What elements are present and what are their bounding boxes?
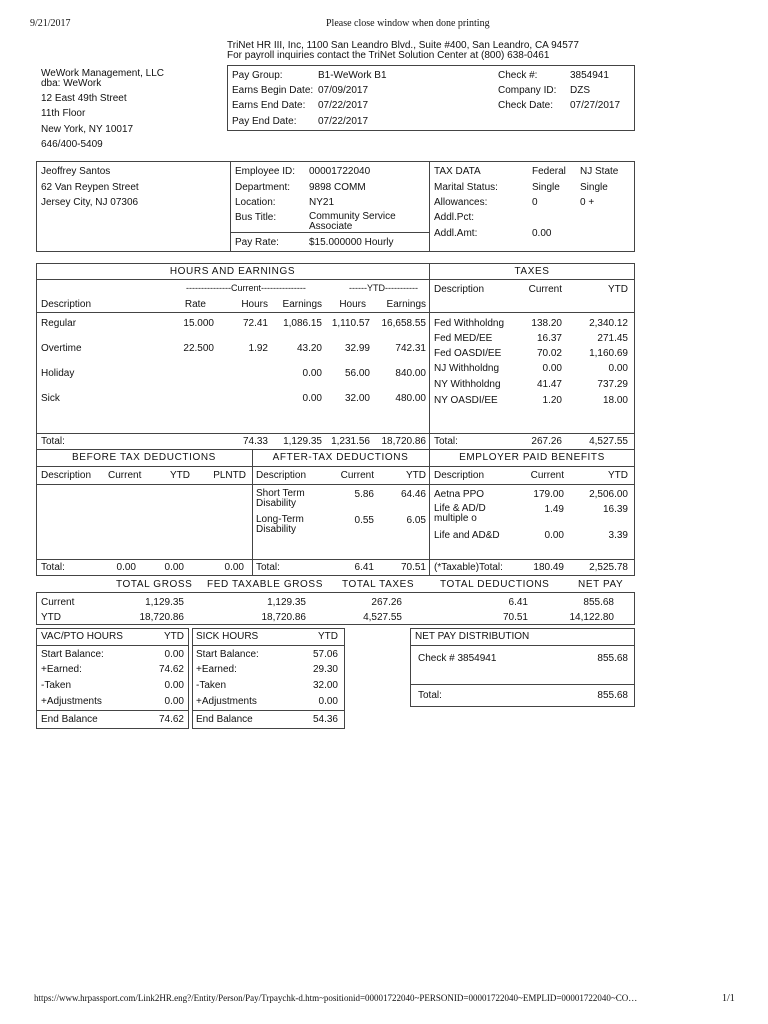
pay-group: B1-WeWork B1 <box>318 70 387 81</box>
after-tax-ytd: 6.05 <box>406 515 426 526</box>
earnings-hours: 72.41 <box>242 318 268 329</box>
earnings-ytd-header: ------YTD----------- <box>349 283 418 293</box>
employer-benefits-title: EMPLOYER PAID BENEFITS <box>459 452 605 463</box>
vacation-col-ytd: YTD <box>164 631 184 642</box>
payroll-contact: For payroll inquiries contact the TriNet Solution Center at (800) 638-0461 <box>227 50 550 61</box>
benefits-col-ytd: YTD <box>608 470 628 481</box>
taxes-col-current: Current <box>528 284 562 295</box>
employee-id: 00001722040 <box>309 166 371 177</box>
page-url[interactable]: https://www.hrpassport.com/Link2HR.eng?/Entity/Person/Pay/Trpaychk-d.htm~positionid=00001722040~PERSONID=00001722040~EMPLID=00001722040~CO… <box>34 993 638 1003</box>
earnings-amount: 1,086.15 <box>283 318 322 329</box>
earnings-amount: 0.00 <box>302 393 322 404</box>
check-date: 07/27/2017 <box>570 100 621 111</box>
tax-desc: Fed Withholdng <box>434 318 505 329</box>
summary-ytd-net: 14,122.80 <box>569 612 614 623</box>
earnings-col-earnings: Earnings <box>282 299 322 310</box>
marital-fed: Single <box>532 182 560 193</box>
sick-row-value: 32.00 <box>312 680 338 691</box>
employee-address2: Jersey City, NJ 07306 <box>41 197 139 208</box>
employer-address2: 11th Floor <box>41 108 86 119</box>
benefits-total-label: (*Taxable)Total: <box>434 562 503 573</box>
location: NY21 <box>309 197 335 208</box>
pay-rate: $15.000000 Hourly <box>309 237 394 248</box>
summary-ytd-fed-taxable: 18,720.86 <box>261 612 306 623</box>
taxes-total-ytd: 4,527.55 <box>589 436 628 447</box>
after-tax-col-description: Description <box>256 470 307 481</box>
allowances-fed: 0 <box>532 197 538 208</box>
benefit-current: 1.49 <box>544 504 564 515</box>
sick-row-label: +Earned: <box>196 664 237 675</box>
vacation-row-label: +Adjustments <box>41 696 102 707</box>
benefits-col-description: Description <box>434 470 485 481</box>
summary-total-taxes-header: TOTAL TAXES <box>342 579 415 590</box>
employer-address1: 12 East 49th Street <box>41 93 127 104</box>
marital-status-label: Marital Status: <box>434 182 498 193</box>
before-tax-total-ytd: 0.00 <box>164 562 184 573</box>
after-tax-col-current: Current <box>340 470 374 481</box>
sick-row-value: 57.06 <box>312 649 338 660</box>
benefit-desc: Life & AD/D multiple o <box>434 503 486 524</box>
earnings-col-hours: Hours <box>241 299 268 310</box>
earnings-total-ytd-hours: 1,231.56 <box>331 436 370 447</box>
sick-row-label: Start Balance: <box>196 649 259 660</box>
earnings-total-ytd-amount: 18,720.86 <box>381 436 426 447</box>
summary-current-gross: 1,129.35 <box>145 597 184 608</box>
bus-title: Community Service Associate <box>309 211 396 232</box>
before-tax-col-current: Current <box>108 470 142 481</box>
tax-current: 138.20 <box>531 318 562 329</box>
print-notice: Please close window when done printing <box>326 18 490 29</box>
addl-amt-label: Addl.Amt: <box>434 228 478 239</box>
addl-amt-fed: 0.00 <box>532 228 552 239</box>
earns-end-label: Earns End Date: <box>232 100 306 111</box>
earnings-ytd-amount: 480.00 <box>395 393 426 404</box>
department: 9898 COMM <box>309 182 366 193</box>
taxes-col-description: Description <box>434 284 485 295</box>
vacation-row-label: -Taken <box>41 680 72 691</box>
earnings-desc: Overtime <box>41 343 82 354</box>
vacation-end-value: 74.62 <box>158 714 184 725</box>
vacation-row-label: +Earned: <box>41 664 82 675</box>
net-pay-total-label: Total: <box>418 690 442 701</box>
tax-desc: NJ Withholdng <box>434 363 500 374</box>
pay-rate-label: Pay Rate: <box>235 237 279 248</box>
net-pay-check-label: Check # 3854941 <box>418 653 497 664</box>
print-date: 9/21/2017 <box>30 18 71 29</box>
earnings-ytd-amount: 16,658.55 <box>381 318 426 329</box>
benefit-ytd: 3.39 <box>608 530 628 541</box>
tax-desc: Fed OASDI/EE <box>434 348 502 359</box>
earnings-current-header: ---------------Current--------------- <box>186 283 306 293</box>
employee-name: Jeoffrey Santos <box>41 166 111 177</box>
summary-total-deductions-header: TOTAL DEDUCTIONS <box>440 579 550 590</box>
sick-row-label: -Taken <box>196 680 227 691</box>
pay-end-date: 07/22/2017 <box>318 116 369 127</box>
vacation-row-value: 0.00 <box>164 680 184 691</box>
before-tax-total-current: 0.00 <box>116 562 136 573</box>
after-tax-current: 5.86 <box>354 489 374 500</box>
after-tax-title: AFTER-TAX DEDUCTIONS <box>272 452 409 463</box>
location-label: Location: <box>235 197 276 208</box>
summary-total-gross-header: TOTAL GROSS <box>116 579 193 590</box>
tax-desc: Fed MED/EE <box>434 333 493 344</box>
tax-ytd: 2,340.12 <box>589 318 628 329</box>
addl-pct-label: Addl.Pct: <box>434 212 475 223</box>
earnings-col-description: Description <box>41 299 92 310</box>
tax-current: 1.20 <box>542 395 562 406</box>
tax-current: 70.02 <box>536 348 562 359</box>
after-tax-col-ytd: YTD <box>406 470 426 481</box>
before-tax-total-label: Total: <box>41 562 65 573</box>
net-pay-check-amount: 855.68 <box>597 653 628 664</box>
tax-data-title: TAX DATA <box>434 166 481 177</box>
before-tax-col-ytd: YTD <box>170 470 190 481</box>
earnings-desc: Holiday <box>41 368 75 379</box>
check-number: 3854941 <box>570 70 609 81</box>
earnings-total-amount: 1,129.35 <box>283 436 322 447</box>
earnings-desc: Sick <box>41 393 60 404</box>
earnings-ytd-hours: 1,110.57 <box>331 318 370 329</box>
trinet-address: TriNet HR III, Inc, 1100 San Leandro Blvd., Suite #400, San Leandro, CA 94577 <box>227 40 579 51</box>
earnings-total-label: Total: <box>41 436 65 447</box>
summary-ytd-gross: 18,720.86 <box>139 612 184 623</box>
earnings-col-rate: Rate <box>184 299 206 310</box>
tax-desc: NY Withholdng <box>434 379 501 390</box>
tax-ytd: 737.29 <box>597 379 628 390</box>
before-tax-total-plntd: 0.00 <box>224 562 244 573</box>
after-tax-desc: Long-Term Disability <box>256 514 304 535</box>
tax-data-federal: Federal <box>532 166 566 177</box>
benefits-total-ytd: 2,525.78 <box>589 562 628 573</box>
hours-earnings-title: HOURS AND EARNINGS <box>169 266 296 277</box>
sick-end-label: End Balance <box>196 714 253 725</box>
employer-phone: 646/400-5409 <box>41 139 103 150</box>
tax-ytd: 18.00 <box>602 395 628 406</box>
summary-ytd-deductions: 70.51 <box>502 612 528 623</box>
after-tax-total-ytd: 70.51 <box>400 562 426 573</box>
sick-title: SICK HOURS <box>196 631 259 642</box>
benefit-desc: Life and AD&D <box>434 530 500 541</box>
vacation-end-label: End Balance <box>41 714 98 725</box>
summary-current-taxes: 267.26 <box>371 597 402 608</box>
marital-state: Single <box>580 182 608 193</box>
sick-col-ytd: YTD <box>318 631 338 642</box>
net-pay-distribution-title: NET PAY DISTRIBUTION <box>415 631 530 642</box>
pay-end-label: Pay End Date: <box>232 116 297 127</box>
summary-current-net: 855.68 <box>583 597 614 608</box>
earnings-desc: Regular <box>41 318 77 329</box>
taxes-col-ytd: YTD <box>608 284 628 295</box>
allowances-state: 0 + <box>580 197 595 208</box>
earnings-amount: 0.00 <box>302 368 322 379</box>
net-pay-total-amount: 855.68 <box>597 690 628 701</box>
vacation-title: VAC/PTO HOURS <box>41 631 123 642</box>
before-tax-title: BEFORE TAX DEDUCTIONS <box>72 452 216 463</box>
earnings-rate: 22.500 <box>183 343 214 354</box>
earnings-rate: 15.000 <box>183 318 214 329</box>
summary-ytd-taxes: 4,527.55 <box>363 612 402 623</box>
earnings-ytd-amount: 840.00 <box>395 368 426 379</box>
allowances-label: Allowances: <box>434 197 488 208</box>
taxes-total-current: 267.26 <box>531 436 562 447</box>
after-tax-current: 0.55 <box>354 515 374 526</box>
company-id-label: Company ID: <box>498 85 557 96</box>
after-tax-total-current: 6.41 <box>354 562 374 573</box>
tax-ytd: 1,160.69 <box>589 348 628 359</box>
earnings-col-ytd-earnings: Earnings <box>386 299 426 310</box>
taxes-total-label: Total: <box>434 436 458 447</box>
after-tax-total-label: Total: <box>256 562 280 573</box>
tax-current: 16.37 <box>536 333 562 344</box>
benefit-current: 0.00 <box>544 530 564 541</box>
benefit-current: 179.00 <box>533 489 564 500</box>
check-date-label: Check Date: <box>498 100 554 111</box>
after-tax-ytd: 64.46 <box>400 489 426 500</box>
tax-data-state: NJ State <box>580 166 619 177</box>
benefits-col-current: Current <box>530 470 564 481</box>
employee-address1: 62 Van Reypen Street <box>41 182 139 193</box>
earns-begin-label: Earns Begin Date: <box>232 85 314 96</box>
earnings-ytd-hours: 32.00 <box>344 393 370 404</box>
sick-row-value: 29.30 <box>312 664 338 675</box>
vacation-row-label: Start Balance: <box>41 649 104 660</box>
summary-current-label: Current <box>41 597 75 608</box>
benefits-total-current: 180.49 <box>533 562 564 573</box>
sick-row-value: 0.00 <box>318 696 338 707</box>
earns-end-date: 07/22/2017 <box>318 100 369 111</box>
tax-desc: NY OASDI/EE <box>434 395 498 406</box>
summary-ytd-label: YTD <box>41 612 61 623</box>
tax-ytd: 271.45 <box>597 333 628 344</box>
earnings-hours: 1.92 <box>248 343 268 354</box>
after-tax-desc: Short Term Disability <box>256 488 305 509</box>
vacation-row-value: 0.00 <box>164 696 184 707</box>
earns-begin-date: 07/09/2017 <box>318 85 369 96</box>
employer-dba: dba: WeWork <box>41 78 102 89</box>
employer-name: WeWork Management, LLC <box>41 68 165 79</box>
before-tax-col-plntd: PLNTD <box>213 470 246 481</box>
sick-end-value: 54.36 <box>312 714 338 725</box>
tax-current: 0.00 <box>542 363 562 374</box>
vacation-row-value: 0.00 <box>164 649 184 660</box>
employer-city: New York, NY 10017 <box>41 124 134 135</box>
tax-ytd: 0.00 <box>608 363 628 374</box>
earnings-col-ytd-hours: Hours <box>339 299 366 310</box>
before-tax-col-description: Description <box>41 470 92 481</box>
summary-current-fed-taxable: 1,129.35 <box>267 597 306 608</box>
tax-current: 41.47 <box>536 379 562 390</box>
benefit-desc: Aetna PPO <box>434 489 485 500</box>
earnings-total-hours: 74.33 <box>242 436 268 447</box>
page-number: 1/1 <box>722 993 735 1004</box>
benefit-ytd: 16.39 <box>602 504 628 515</box>
bus-title-label: Bus Title: <box>235 212 277 223</box>
employee-id-label: Employee ID: <box>235 166 296 177</box>
summary-current-deductions: 6.41 <box>508 597 528 608</box>
pay-group-label: Pay Group: <box>232 70 283 81</box>
check-number-label: Check #: <box>498 70 538 81</box>
earnings-ytd-hours: 32.99 <box>344 343 370 354</box>
summary-net-pay-header: NET PAY <box>578 579 624 590</box>
taxes-title: TAXES <box>514 266 550 277</box>
benefit-ytd: 2,506.00 <box>589 489 628 500</box>
summary-fed-taxable-header: FED TAXABLE GROSS <box>207 579 323 590</box>
company-id: DZS <box>570 85 590 96</box>
vacation-row-value: 74.62 <box>158 664 184 675</box>
earnings-amount: 43.20 <box>296 343 322 354</box>
department-label: Department: <box>235 182 291 193</box>
earnings-ytd-amount: 742.31 <box>395 343 426 354</box>
earnings-ytd-hours: 56.00 <box>344 368 370 379</box>
sick-row-label: +Adjustments <box>196 696 257 707</box>
